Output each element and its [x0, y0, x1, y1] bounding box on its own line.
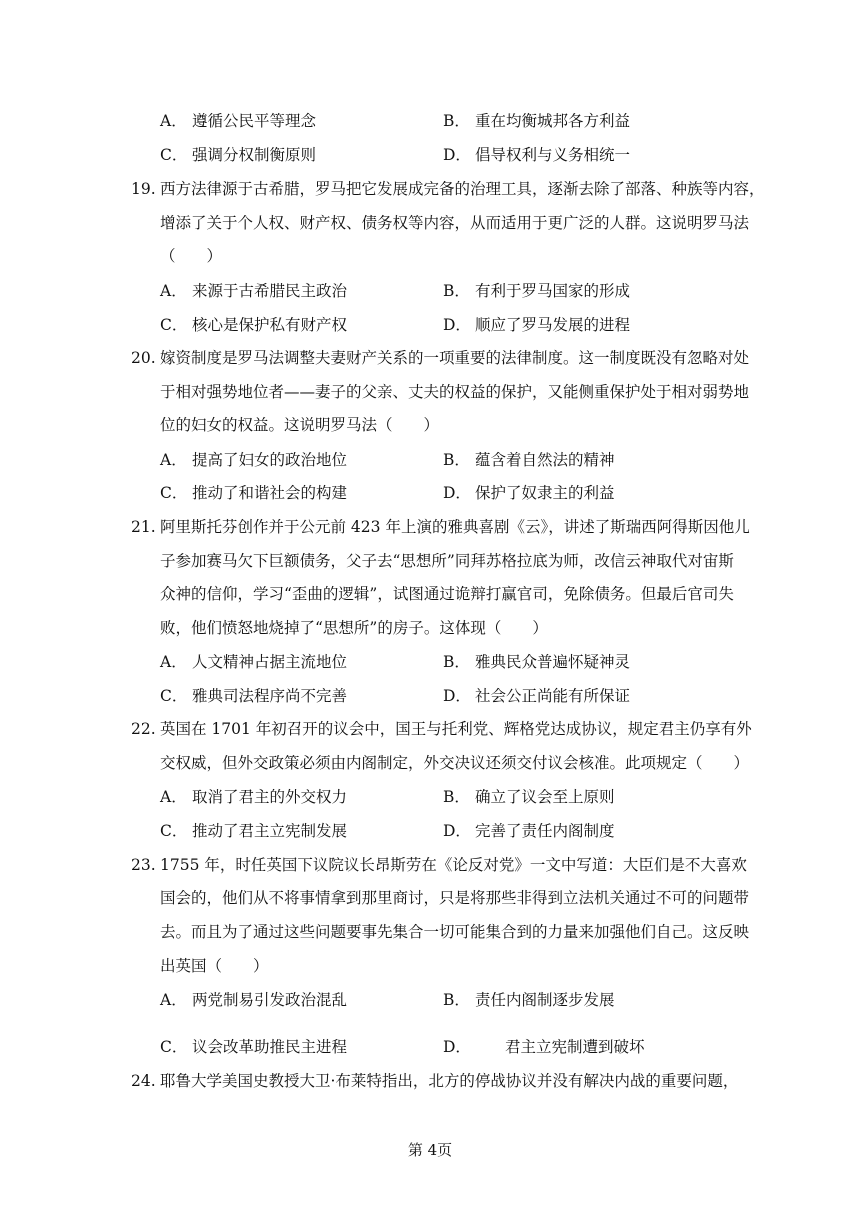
option-letter: D．: [443, 146, 471, 164]
option-letter: C．: [160, 316, 188, 334]
q20-option-c: [160, 483, 347, 503]
question-number: 19.: [131, 180, 156, 198]
option-text: 顺应了罗马发展的进程: [475, 316, 631, 334]
question-stem-line: 去。而且为了通过这些问题要事先集合一切可能集合到的力量来加强他们自己。这反映: [160, 923, 750, 941]
option-text: 完善了责任内阁制度: [475, 822, 615, 840]
option-text: 人文精神占据主流地位: [192, 653, 348, 671]
question-stem-line: 交权威，但外交政策必须由内阁制定，外交决议还须交付议会核准。此项规定（ ）: [160, 754, 750, 772]
option-text: 提高了妇女的政治地位: [192, 451, 348, 469]
question-stem-line: 子参加赛马欠下巨额债务，父子去“思想所”同拜苏格拉底为师，改信云神取代对宙斯: [160, 552, 734, 570]
question-stem-line: （ ）: [160, 247, 223, 265]
q21-option-c: [160, 686, 347, 706]
q19-option-b: [443, 281, 630, 301]
option-text: 倡导权利与义务相统一: [475, 146, 631, 164]
option-letter: B．: [443, 653, 470, 671]
q22-option-d: [443, 821, 615, 841]
option-letter: C．: [160, 146, 188, 164]
option-letter: B．: [443, 788, 470, 806]
option-letter: B．: [443, 991, 470, 1009]
option-letter: D．: [443, 687, 471, 705]
question-stem-line: 败，他们愤怒地烧掉了“思想所”的房子。这体现（ ）: [160, 619, 548, 637]
option-text: 两党制易引发政治混乱: [192, 991, 348, 1009]
option-letter: A．: [160, 788, 187, 806]
option-letter: A．: [160, 112, 187, 130]
q20-option-a: [160, 450, 347, 470]
q22-option-b: [443, 787, 615, 807]
option-letter: C．: [160, 822, 188, 840]
q19-option-d: [443, 315, 630, 335]
q20-option-b: [443, 450, 615, 470]
option-letter: C．: [160, 687, 188, 705]
option-text: 重在均衡城邦各方利益: [475, 112, 631, 130]
option-text: 议会改革助推民主进程: [192, 1038, 348, 1056]
q19-option-a: [160, 281, 347, 301]
option-text: 雅典司法程序尚不完善: [192, 687, 348, 705]
question-stem-line: 阿里斯托芬创作并于公元前 423 年上演的雅典喜剧《云》，讲述了斯瑞西阿得斯因他儿: [160, 518, 750, 536]
question-stem-line: 出英国（ ）: [160, 957, 269, 975]
option-text: 雅典民众普遍怀疑神灵: [475, 653, 631, 671]
option-text: 推动了君主立宪制发展: [192, 822, 348, 840]
option-text: 来源于古希腊民主政治: [192, 282, 348, 300]
option-letter: B．: [443, 451, 470, 469]
option-text: 保护了奴隶主的利益: [475, 484, 615, 502]
question-number: 22.: [131, 720, 156, 738]
option-letter: D．: [443, 484, 471, 502]
q21-option-b: [443, 652, 630, 672]
option-text: 遵循公民平等理念: [192, 112, 317, 130]
q23-option-b: [443, 990, 615, 1010]
q18-option-a: [160, 111, 316, 131]
q21-option-a: [160, 652, 347, 672]
page-number: 第 4页: [407, 1141, 453, 1159]
option-letter: A．: [160, 451, 187, 469]
question-stem-line: 英国在 1701 年初召开的议会中，国王与托利党、辉格党达成协议，规定君主仍享有外: [160, 720, 752, 738]
q21-option-d: [443, 686, 630, 706]
option-text: 强调分权制衡原则: [192, 146, 317, 164]
option-letter: D．: [443, 316, 471, 334]
q20-option-d: [443, 483, 615, 503]
option-text: 核心是保护私有财产权: [192, 316, 348, 334]
option-letter: D．: [443, 822, 471, 840]
question-number: 20.: [131, 349, 156, 367]
q19-option-c: [160, 315, 347, 335]
option-letter: A．: [160, 991, 187, 1009]
question-stem-line: 于相对强势地位者——妻子的父亲、丈夫的权益的保护，又能侧重保护处于相对弱势地: [160, 383, 750, 401]
question-stem-line: 耶鲁大学美国史教授大卫·布莱特指出，北方的停战协议并没有解决内战的重要问题，: [160, 1072, 739, 1090]
q22-option-c: [160, 821, 347, 841]
option-letter: C．: [160, 484, 188, 502]
q18-option-c: [160, 145, 316, 165]
question-number: 23.: [131, 856, 156, 874]
question-number: 21.: [131, 518, 156, 536]
option-text: 君主立宪制遭到破坏: [505, 1038, 645, 1056]
option-text: 蕴含着自然法的精神: [475, 451, 615, 469]
option-letter: A．: [160, 282, 187, 300]
option-text: 有利于罗马国家的形成: [475, 282, 631, 300]
q22-option-a: [160, 787, 347, 807]
q23-option-c: [160, 1037, 347, 1057]
question-stem-line: 位的妇女的权益。这说明罗马法（ ）: [160, 416, 440, 434]
question-stem-line: 增添了关于个人权、财产权、债务权等内容，从而适用于更广泛的人群。这说明罗马法: [160, 214, 750, 232]
option-letter: D．: [443, 1038, 471, 1056]
option-text: 推动了和谐社会的构建: [192, 484, 348, 502]
question-number: 24.: [131, 1072, 156, 1090]
question-stem-line: 1755 年，时任英国下议院议长昂斯劳在《论反对党》一文中写道：大臣们是不大喜欢: [160, 856, 747, 874]
option-letter: C．: [160, 1038, 188, 1056]
q18-option-b: [443, 111, 630, 131]
option-text: 取消了君主的外交权力: [192, 788, 348, 806]
question-stem-line: 众神的信仰，学习“歪曲的逻辑”，试图通过诡辩打赢官司，免除债务。但最后官司失: [160, 585, 734, 603]
option-text: 责任内阁制逐步发展: [475, 991, 615, 1009]
option-text: 社会公正尚能有所保证: [475, 687, 631, 705]
q23-option-a: [160, 990, 347, 1010]
question-stem-line: 嫁资制度是罗马法调整夫妻财产关系的一项重要的法律制度。这一制度既没有忽略对处: [160, 349, 750, 367]
q23-option-d: [443, 1037, 645, 1057]
question-stem-line: 西方法律源于古希腊，罗马把它发展成完备的治理工具，逐渐去除了部落、种族等内容，: [160, 180, 765, 198]
question-stem-line: 国会的，他们从不将事情拿到那里商讨，只是将那些非得到立法机关通过不可的问题带: [160, 889, 750, 907]
option-letter: A．: [160, 653, 187, 671]
q18-option-d: [443, 145, 630, 165]
option-letter: B．: [443, 282, 470, 300]
option-text: 确立了议会至上原则: [475, 788, 615, 806]
option-letter: B．: [443, 112, 470, 130]
